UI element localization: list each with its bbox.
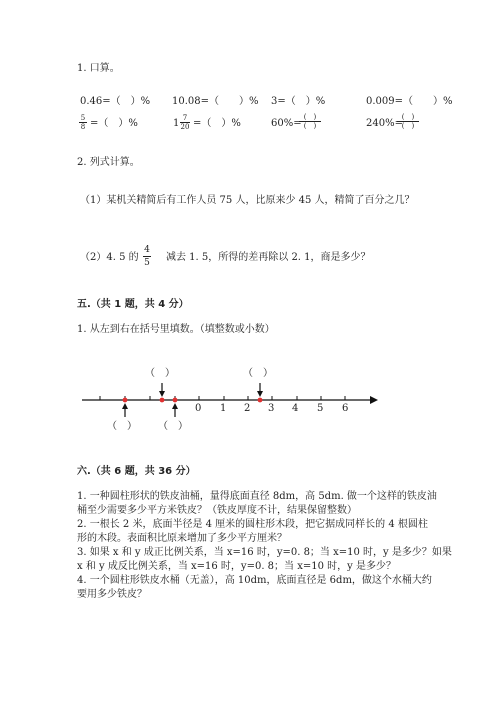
answer-paren: （ ）: [243, 368, 273, 379]
fraction: 5 8: [80, 114, 86, 131]
question-text: （1）某机关精简后有工作人员 75 人，比原来少 45 人，精简了百分之几？: [80, 195, 415, 206]
question-line: 1. 一种圆柱形状的铁皮油桶，量得底面直径 8dm，高 5dm. 做一个这样的铁皮油: [77, 491, 437, 502]
answer-paren: （ ）: [145, 368, 175, 379]
question-line: 4. 一个圆柱形铁皮水桶（无盖），高 10dm，底面直径是 6dm，做这个水桶大约: [77, 575, 432, 586]
question-line: 2. 一根长 2 米，底面半径是 4 厘米的圆柱形木段，把它据成同样长的 4 根圆柱: [77, 519, 428, 530]
question-line: 桶至少需要多少平方米铁皮？（铁皮厚度不计，结果保留整数）: [77, 505, 357, 516]
arrow-down-2-head: [257, 391, 263, 397]
point-dot: [160, 398, 165, 403]
calc-item: 240%=: [366, 118, 403, 129]
calc-item: 3=（ ）%: [271, 96, 326, 107]
section5-heading: 五.（共 1 题，共 4 分）: [77, 299, 189, 310]
answer-paren: （ ）: [158, 421, 188, 432]
tick-label: 2: [244, 403, 251, 414]
point-dot: [173, 398, 178, 403]
fraction: 4 5: [144, 245, 150, 268]
arrow-down-1-head: [159, 391, 165, 397]
question-line: 形的木段。表面积比原来增加了多少平方厘米？: [77, 533, 287, 544]
arrow-up-1-head: [122, 403, 128, 409]
calc-item: 10.08=（ ）%: [172, 96, 259, 107]
tick-label: 3: [268, 403, 275, 414]
point-dot: [123, 398, 128, 403]
fraction: 7 20: [180, 114, 190, 131]
question-text: 减去 1. 5，所得的差再除以 2. 1，商是多少？: [166, 252, 371, 263]
point-dot: [258, 398, 263, 403]
calc-item: =（ ）%: [90, 118, 138, 129]
fraction-blank: ( ) ( ): [299, 113, 321, 130]
tick-label: 5: [317, 403, 324, 414]
question-line: 要用多少铁皮？: [77, 589, 147, 600]
section1-title: 1. 口算。: [77, 63, 120, 74]
question-line: 3. 如果 x 和 y 成正比例关系，当 x=16 时，y=0. 8；当 x=10 时，y 是多少？如果: [77, 547, 452, 558]
tick-label: 4: [292, 403, 299, 414]
question-text: （2）4. 5 的: [80, 252, 139, 263]
question-line: x 和 y 成反比例关系，当 x=16 时，y=0. 8；当 x=10 时，y 是多少？: [77, 561, 396, 572]
section2-title: 2. 列式计算。: [77, 157, 140, 168]
calc-item: =（ ）%: [193, 118, 241, 129]
calc-item: 60%=: [271, 118, 302, 129]
number-line-arrow: [370, 396, 378, 404]
answer-paren: （ ）: [107, 421, 137, 432]
tick-label: 1: [220, 403, 227, 414]
question-text: 1. 从左到右在括号里填数。（填整数或小数）: [77, 324, 275, 335]
tick-label: 6: [342, 403, 349, 414]
calc-item: 0.009=（ ）%: [366, 96, 453, 107]
calc-item: 0.46=（ ）%: [80, 96, 151, 107]
mixed-whole: 1: [173, 118, 180, 129]
arrow-up-2-head: [172, 403, 178, 409]
tick-label: 0: [195, 403, 202, 414]
fraction-blank: ( ) ( ): [397, 113, 419, 130]
section6-heading: 六.（共 6 题，共 36 分）: [77, 466, 196, 477]
